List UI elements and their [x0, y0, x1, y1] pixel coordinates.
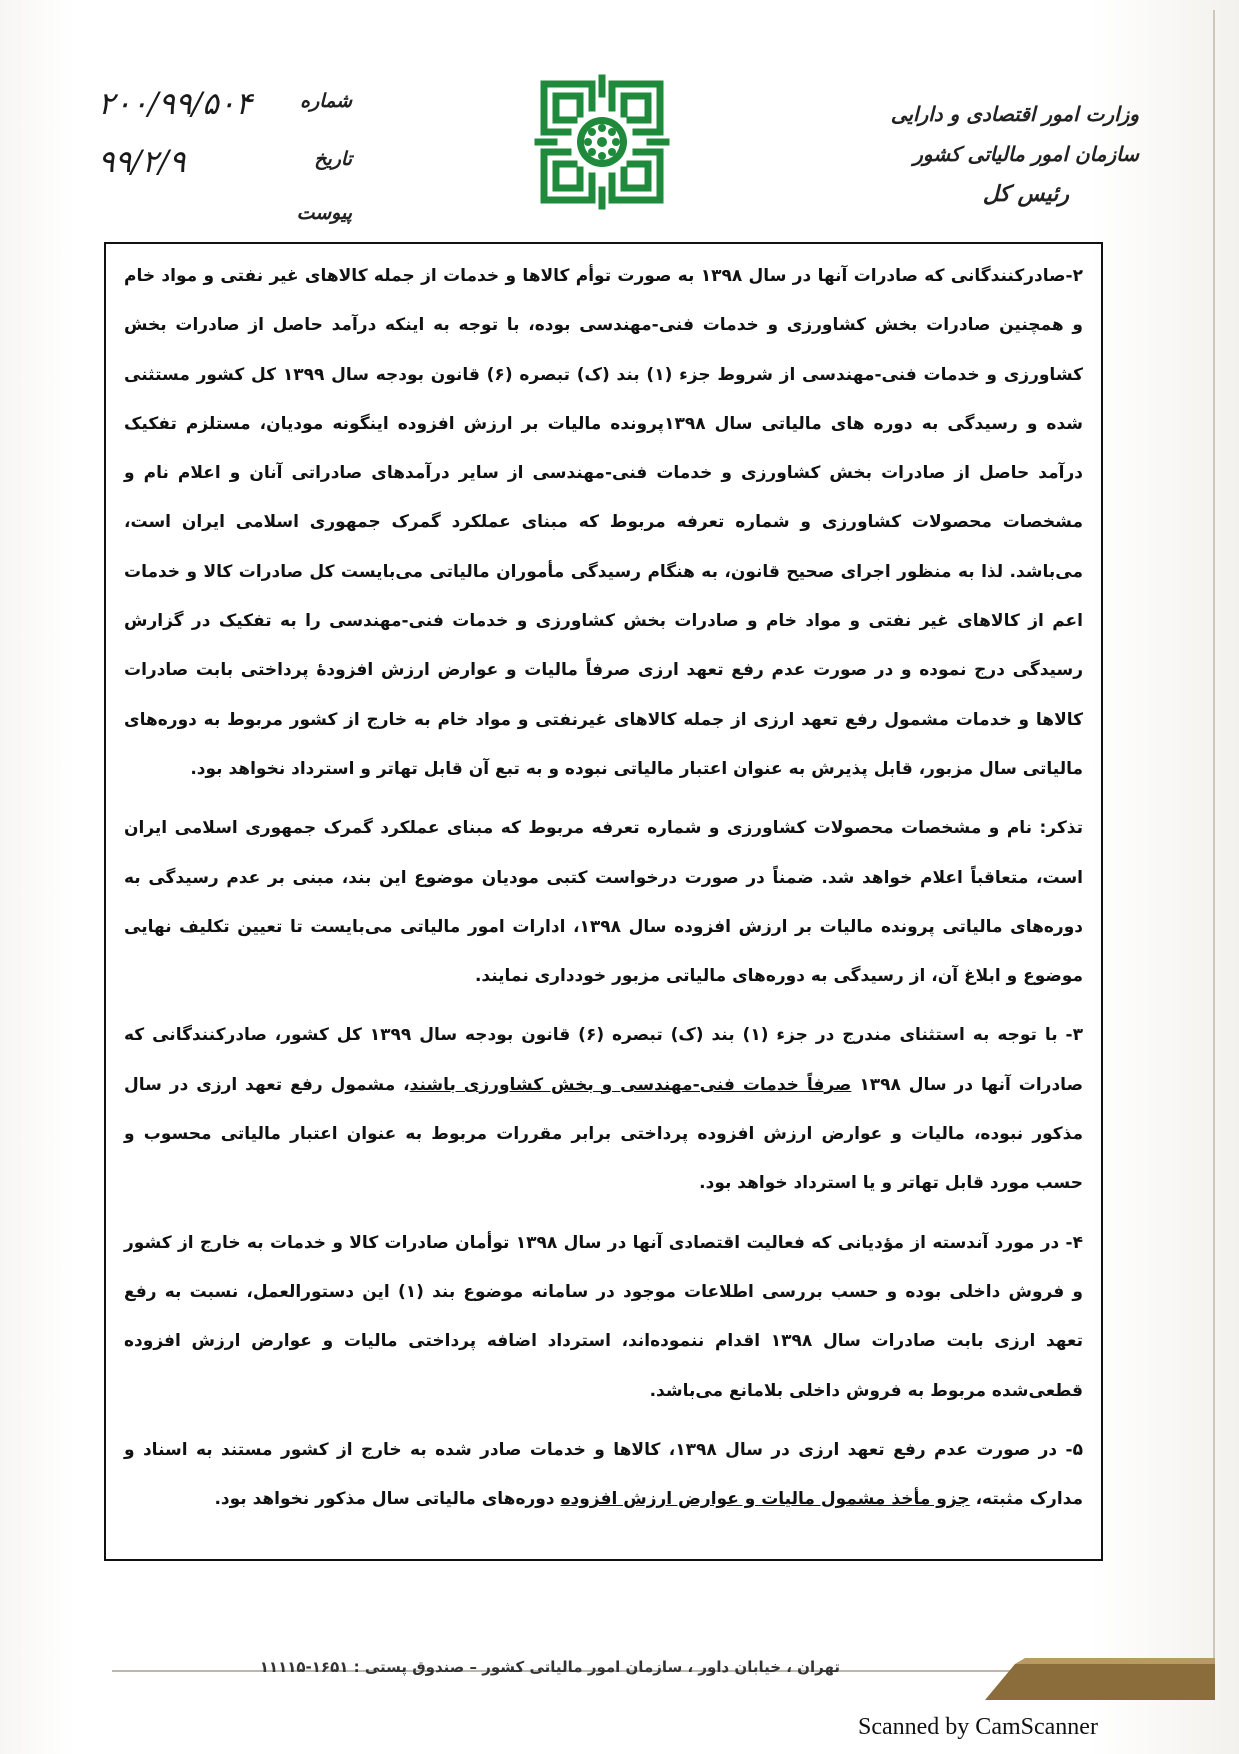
- attachment-label: پیوست: [296, 202, 352, 224]
- note-paragraph: تذکر: نام و مشخصات محصولات کشاورزی و شماره تعرفه مربوط که مبنای عملکرد گمرک جمهوری اسلامی ایران است، متعاقباً اعلام خواهد شد. ضمناً در صورت درخواست کتبی مودیان موضوع این بند، مبنی بر عدم رسیدگی به دوره‌های مالیاتی پرونده مالیات بر ارزش افزوده سال ۱۳۹۸، ادارات امور مالیاتی می‌بایست تا تعیین تکلیف نهایی موضوع و ابلاغ آن، از رسیدگی به دوره‌های مالیاتی مزبور خودداری نمایند.: [124, 818, 1084, 987]
- clause-5: [124, 1426, 1083, 1525]
- clause-5-text-a: ۵- در صورت عدم رفع تعهد ارزی در سال ۱۳۹۸، کالاها و خدمات صادر شده به خارج از کشور مستند به اسناد و مدارک مثبته،: [124, 1439, 1083, 1510]
- attachment-row: [92, 198, 352, 242]
- clause-3: [124, 1011, 1083, 1208]
- clause-2: ۲-صادرکنندگانی که صادرات آنها در سال ۱۳۹۸ به صورت توأم کالاها و خدمات از جمله کالاهای غیر نفتی و مواد خام و همچنین صادرات بخش کشاورزی و خدمات فنی-مهندسی بوده، با توجه به اینکه درآمد حاصل از صادرات بخش کشاورزی و خدمات فنی-مهندسی از شروط جزء (۱) بند (ک) تبصره (۶) قانون بودجه سال ۱۳۹۹ کل کشور مستثنی شده و رسیدگی به دوره های مالیاتی سال ۱۳۹۸پرونده مالیات بر ارزش افزوده اینگونه مودیان، مستلزم تفکیک درآمد حاصل از صادرات بخش کشاورزی و خدمات فنی-مهندسی از سایر درآمدهای صادراتی آنان و اعلام نام و مشخصات محصولات کشاورزی و شماره تعرفه مربوط که مبنای عملکرد گمرک جمهوری اسلامی ایران است، می‌باشد. لذا به منظور اجرای صحیح قانون، به هنگام رسیدگی مأموران مالیاتی می‌بایست کل صادرات کالا و خدمات اعم از کالاهای غیر نفتی و مواد خام و صادرات بخش کشاورزی و خدمات فنی-مهندسی را به تفکیک در گزارش رسیدگی درج نموده و در صورت عدم رفع تعهد ارزی صرفاً مالیات و عوارض ارزش افزودهٔ پرداختی بابت صادرات کالاها و خدمات مشمول رفع تعهد ارزی از جمله کالاهای غیرنفتی و مواد خام به خارج از کشور مربوط به دوره‌های مالیاتی سال مزبور، قابل پذیرش به عنوان اعتبار مالیاتی نبوده و به تبع آن قابل تهاتر و استرداد نخواهد بود.: [124, 266, 1083, 779]
- page-edge: [1213, 10, 1215, 1700]
- clause-5-underlined: جزو مأخذ مشمول مالیات و عوارض ارزش افزوده: [560, 1489, 970, 1510]
- clause-5-text-b: دوره‌های مالیاتی سال مذکور نخواهد بود.: [214, 1489, 561, 1510]
- date-label: تاریخ: [314, 148, 352, 170]
- letter-date: ۹۹/۲/۹: [98, 144, 186, 180]
- clause-4: ۴- در مورد آندسته از مؤدیانی که فعالیت اقتصادی آنها در سال ۱۳۹۸ توأمان صادرات کالا و خدمات به خارج از کشور و فروش داخلی بوده و حسب بررسی اطلاعات موجود در سامانه موضوع بند (۱) این دستورالعمل، نسبت به رفع تعهد ارزی بابت صادرات سال ۱۳۹۸ اقدام ننموده‌اند، استرداد اضافه پرداختی مالیات و عوارض ارزش افزوده قطعی‌شده مربوط به فروش داخلی بلامانع می‌باشد.: [124, 1232, 1083, 1401]
- organization-name: سازمان امور مالیاتی کشور: [913, 142, 1139, 166]
- footer-decoration: [955, 1650, 1215, 1700]
- ministry-name: وزارت امور اقتصادی و دارایی: [890, 102, 1139, 126]
- office-title: رئیس کل: [982, 181, 1069, 207]
- number-row: [92, 86, 352, 130]
- clause-3-underlined: صرفاً خدمات فنی-مهندسی و بخش کشاورزی باشند: [409, 1074, 852, 1095]
- tax-organization-logo: [534, 74, 670, 210]
- footer-address: تهران ، خیابان داور ، سازمان امور مالیاتی کشور – صندوق پستی : ۱۶۵۱-۱۱۱۱۵: [259, 1658, 840, 1676]
- letter-body-frame: [104, 242, 1103, 1561]
- scanner-watermark: Scanned by CamScanner: [858, 1714, 1098, 1740]
- clause-3-text-a: ۳- با توجه به استثنای مندرج در جزء (۱) بند (ک) تبصره (۶) قانون بودجه سال ۱۳۹۹ کل کشور، صادرکنندگانی که صادرات آنها در سال ۱۳۹۸: [124, 1025, 1083, 1095]
- clause-3-text-b: ، مشمول رفع تعهد ارزی در سال مذکور نبوده، مالیات و عوارض ارزش افزوده پرداختی برابر مقررات مربوط به عنوان اعتبار مالیاتی محسوب و حسب مورد قابل تهاتر و یا استرداد خواهد بود.: [124, 1074, 1083, 1194]
- organization-header: [879, 94, 1139, 214]
- letter-body: [124, 252, 1083, 1524]
- letter-reference: [92, 86, 352, 236]
- date-row: [92, 144, 352, 188]
- letter-number: ۲۰۰/۹۹/۵۰۴: [98, 86, 253, 122]
- number-label: شماره: [300, 90, 352, 112]
